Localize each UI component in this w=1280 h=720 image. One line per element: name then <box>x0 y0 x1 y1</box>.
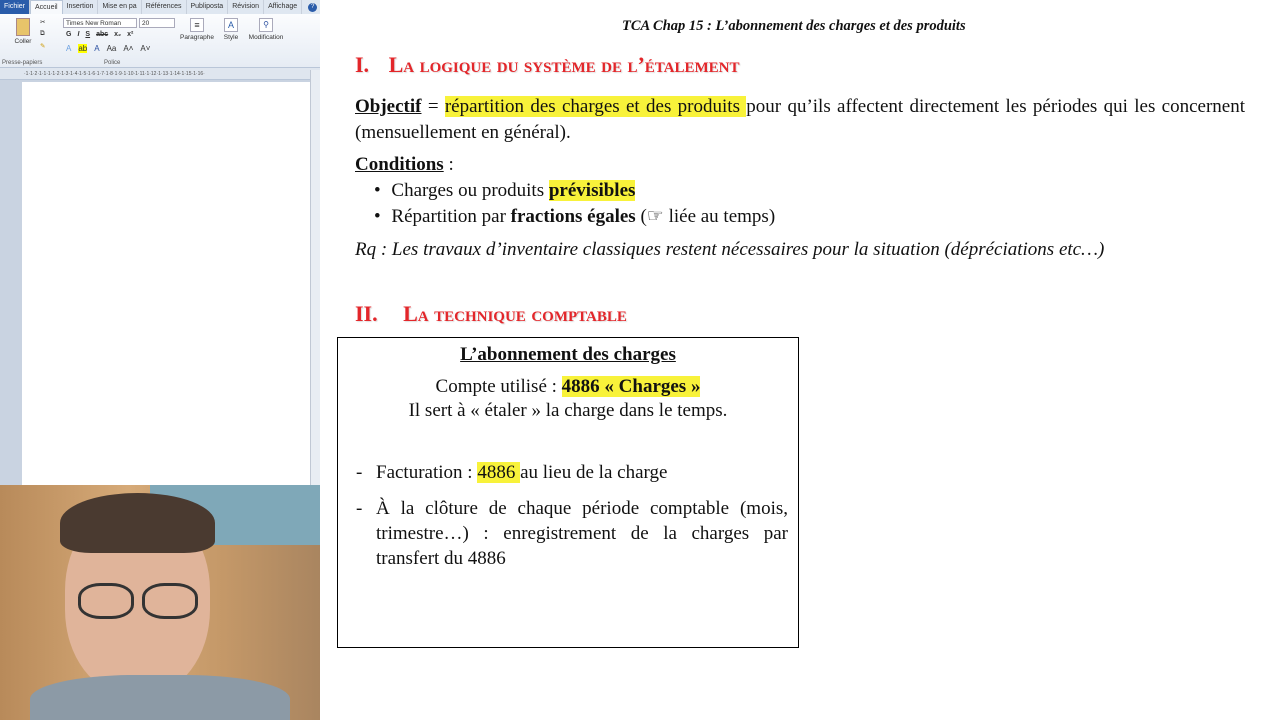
underline-button[interactable]: S <box>85 31 91 38</box>
vertical-scrollbar[interactable] <box>310 70 320 485</box>
tab-affichage[interactable]: Affichage <box>264 0 302 14</box>
conditions-heading <box>355 154 454 176</box>
binoculars-icon: ⚲ <box>259 18 273 32</box>
section-title: La technique comptable <box>403 301 627 326</box>
page-header: TCA Chap 15 : L’abonnement des charges et des produits <box>622 18 966 34</box>
conditions-label: Conditions <box>355 154 444 175</box>
font-color-icon[interactable]: A <box>94 44 100 53</box>
tab-revision[interactable]: Révision <box>228 0 264 14</box>
account-prefix: Compte utilisé : <box>435 376 562 397</box>
objectif-paragraph <box>355 94 1245 146</box>
ribbon <box>0 14 320 68</box>
change-case-icon[interactable]: Aa <box>106 44 117 53</box>
account-highlight: 4886 « Charges » <box>561 376 701 397</box>
font-name-select[interactable]: Times New Roman <box>63 18 137 28</box>
paste-label: Coller <box>14 38 32 45</box>
highlighted-text: 4886 <box>477 462 521 483</box>
style-button[interactable] <box>220 16 242 41</box>
clipboard-group-label: Presse-papiers <box>2 60 43 66</box>
paragraph-button[interactable] <box>178 16 216 41</box>
highlighted-text: répartition des charges et des produits <box>444 96 747 117</box>
editing-button[interactable] <box>244 16 288 41</box>
charges-box <box>337 337 799 648</box>
paragraph-label: Paragraphe <box>180 34 214 41</box>
tab-insertion[interactable]: Insertion <box>63 0 99 14</box>
grow-font-icon[interactable]: A˄ <box>123 44 134 53</box>
paste-button[interactable] <box>8 16 38 45</box>
italic-button[interactable]: I <box>77 31 80 38</box>
glasses-icon <box>78 583 198 619</box>
subscript-button[interactable]: x₂ <box>114 31 122 38</box>
clipboard-icon <box>16 18 30 36</box>
section-number: II. <box>355 301 378 326</box>
tab-accueil[interactable]: Accueil <box>30 0 63 14</box>
section-1-heading <box>355 52 740 78</box>
bullet-item: • Répartition par fractions égales (☞ liée au temps) <box>374 206 776 227</box>
superscript-button[interactable]: x² <box>127 31 134 38</box>
account-description: Il sert à « étaler » la charge dans le temps. <box>408 400 728 421</box>
remark: Rq : Les travaux d’inventaire classiques restent nécessaires pour la situation (dépréciations etc…) <box>355 239 1105 260</box>
bullet-text: Charges ou produits <box>391 180 549 201</box>
section-number: I. <box>355 52 370 77</box>
tab-fichier[interactable]: Fichier <box>0 0 30 14</box>
item-text: À la clôture de chaque période comptable (mois, trimestre…) : enregistrement de la charges par transfert du 4886 <box>376 498 788 569</box>
highlighted-text: prévisibles <box>548 180 636 201</box>
tab-references[interactable]: Références <box>142 0 187 14</box>
tab-publipostage[interactable]: Publiposta <box>187 0 229 14</box>
ribbon-tabs <box>0 0 320 14</box>
bold-button[interactable]: G <box>66 31 72 38</box>
list-item: - Facturation : 4886 au lieu de la charge <box>356 462 668 483</box>
word-window <box>0 0 320 485</box>
shrink-font-icon[interactable]: A˅ <box>140 44 151 53</box>
bullet-text: Répartition par <box>391 206 511 227</box>
bullet-item: • Charges ou produits prévisibles <box>374 180 636 201</box>
section-2-heading <box>355 301 627 327</box>
font-size-select[interactable]: 20 <box>139 18 175 28</box>
webcam-overlay <box>0 485 320 720</box>
editing-label: Modification <box>248 34 284 41</box>
objectif-text: pour qu’ils affectent directement les périodes qui les concernent (mensuellement en général). <box>355 96 1245 143</box>
document-page <box>330 0 1280 720</box>
account-line <box>338 376 798 398</box>
objectif-label: Objectif <box>355 96 422 117</box>
help-icon[interactable]: ? <box>308 3 317 12</box>
item-text: au lieu de la charge <box>520 462 668 483</box>
text-effects-icon[interactable]: A <box>66 44 72 53</box>
section-title: La logique du système de l’étalement <box>388 52 740 77</box>
document-page-thumbnail[interactable] <box>22 82 310 485</box>
box-title: L’abonnement des charges <box>460 344 676 365</box>
list-item: - À la clôture de chaque période comptable (mois, trimestre…) : enregistrement de la charges par transfert du 4886 <box>356 498 788 569</box>
bullet-text: (☞ liée au temps) <box>635 206 776 227</box>
paragraph-icon: ≡ <box>190 18 204 32</box>
highlight-icon[interactable]: ab <box>78 44 88 53</box>
tab-mise-en-page[interactable]: Mise en pa <box>98 0 141 14</box>
style-icon: A <box>224 18 238 32</box>
equals: = <box>421 96 445 117</box>
bold-text: fractions égales <box>510 206 636 227</box>
cut-icon[interactable]: ✂ <box>40 19 46 26</box>
font-group-label: Police <box>104 60 121 66</box>
colon: : <box>443 154 454 175</box>
horizontal-ruler[interactable]: ·1·1·2·1·1·1·1·2·1·3·1·4·1·5·1·6·1·7·1·8·1·9·1·10·1·11·1·12·1·13·1·14·1·15·1·16· <box>0 68 320 80</box>
format-painter-icon[interactable]: ✎ <box>40 43 46 50</box>
item-prefix: Facturation : <box>376 462 478 483</box>
copy-icon[interactable]: ⧉ <box>40 30 45 37</box>
style-label: Style <box>223 34 239 41</box>
strikethrough-button[interactable]: abc <box>96 31 109 38</box>
